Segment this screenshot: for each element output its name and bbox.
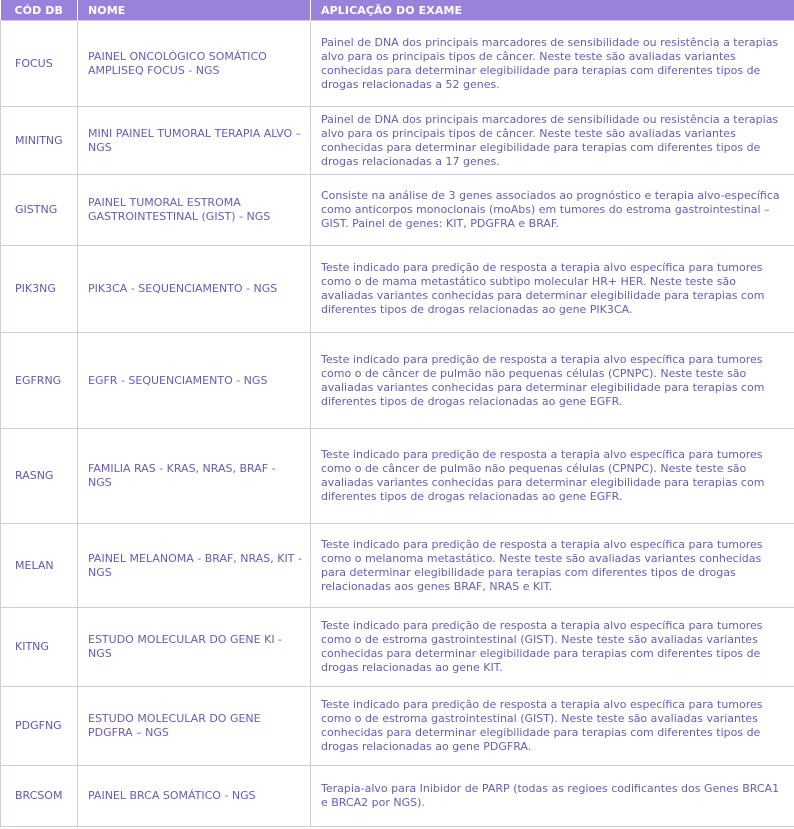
cell-name: PAINEL ONCOLÓGICO SOMÁTICO AMPLISEQ FOCUS - NGS — [78, 21, 311, 107]
table-row — [1, 21, 794, 107]
cell-description: Teste indicado para predição de resposta a terapia alvo específica para tumores como o de estroma gastrointestinal (GIST). Neste teste são avaliadas variantes conhecidas para determinar elegibilidade para terapias com diferentes tipos de drogas relacionadas ao gene KIT. — [311, 608, 794, 687]
cell-name: EGFR - SEQUENCIAMENTO - NGS — [78, 333, 311, 429]
header-aplicacao: APLICAÇÃO DO EXAME — [311, 0, 794, 21]
table-row — [1, 175, 794, 246]
cell-name: FAMILIA RAS - KRAS, NRAS, BRAF - NGS — [78, 429, 311, 524]
cell-description: Consiste na análise de 3 genes associados ao prognóstico e terapia alvo-específica como anticorpos monoclonais (moAbs) em tumores do estroma gastrointestinal – GIST. Painel de genes: KIT, PDGFRA e BRAF. — [311, 175, 794, 246]
cell-description: Teste indicado para predição de resposta a terapia alvo específica para tumores como o de câncer de pulmão não pequenas células (CPNPC). Neste teste são avaliadas variantes conhecidas para determinar elegibilidade para terapias com diferentes tipos de drogas relacionadas ao gene EGFR. — [311, 333, 794, 429]
cell-code: FOCUS — [1, 21, 78, 107]
cell-code: BRCSOM — [1, 766, 78, 827]
header-nome: NOME — [78, 0, 311, 21]
cell-name: PAINEL TUMORAL ESTROMA GASTROINTESTINAL (GIST) - NGS — [78, 175, 311, 246]
cell-code: PIK3NG — [1, 246, 78, 333]
table-body — [1, 21, 794, 827]
cell-description: Teste indicado para predição de resposta a terapia alvo específica para tumores como o de estroma gastrointestinal (GIST). Neste teste são avaliadas variantes conhecidas para determinar elegibilidade para terapias com diferentes tipos de drogas relacionadas ao gene PDGFRA. — [311, 687, 794, 766]
table-row — [1, 333, 794, 429]
cell-code: MELAN — [1, 524, 78, 608]
cell-code: EGFRNG — [1, 333, 78, 429]
cell-description: Teste indicado para predição de resposta a terapia alvo específica para tumores como o melanoma metastático. Neste teste são avaliadas variantes conhecidas para determinar elegibilidade para terapias com diferentes tipos de drogas relacionadas aos genes BRAF, NRAS e KIT. — [311, 524, 794, 608]
table-row — [1, 246, 794, 333]
cell-name: MINI PAINEL TUMORAL TERAPIA ALVO – NGS — [78, 107, 311, 175]
cell-code: RASNG — [1, 429, 78, 524]
cell-description: Terapia-alvo para Inibidor de PARP (todas as regioes codificantes dos Genes BRCA1 e BRCA2 por NGS). — [311, 766, 794, 827]
table-row — [1, 687, 794, 766]
header-cod-db: CÓD DB — [1, 0, 78, 21]
table-row — [1, 429, 794, 524]
cell-code: GISTNG — [1, 175, 78, 246]
cell-name: PAINEL BRCA SOMÁTICO - NGS — [78, 766, 311, 827]
cell-description: Teste indicado para predição de resposta a terapia alvo específica para tumores como o de mama metastático subtipo molecular HR+ HER. Neste teste são avaliadas variantes conhecidas para determinar elegibilidade para terapias com diferentes tipos de drogas relacionadas ao gene PIK3CA. — [311, 246, 794, 333]
cell-description: Teste indicado para predição de resposta a terapia alvo específica para tumores como o de câncer de pulmão não pequenas células (CPNPC). Neste teste são avaliadas variantes conhecidas para determinar elegibilidade para terapias com diferentes tipos de drogas relacionadas ao gene EGFR. — [311, 429, 794, 524]
table-row — [1, 107, 794, 175]
cell-code: KITNG — [1, 608, 78, 687]
cell-name: ESTUDO MOLECULAR DO GENE PDGFRA – NGS — [78, 687, 311, 766]
cell-description: Painel de DNA dos principais marcadores de sensibilidade ou resistência a terapias alvo para os principais tipos de câncer. Neste teste são avaliadas variantes conhecidas para determinar elegibilidade para terapias com diferentes tipos de drogas relacionadas a 52 genes. — [311, 21, 794, 107]
header-row — [1, 0, 794, 21]
table-header — [1, 0, 794, 21]
cell-name: PIK3CA - SEQUENCIAMENTO - NGS — [78, 246, 311, 333]
cell-name: ESTUDO MOLECULAR DO GENE KI - NGS — [78, 608, 311, 687]
cell-name: PAINEL MELANOMA - BRAF, NRAS, KIT - NGS — [78, 524, 311, 608]
table-row — [1, 766, 794, 827]
cell-description: Painel de DNA dos principais marcadores de sensibilidade ou resistência a terapias alvo para os principais tipos de câncer. Neste teste são avaliadas variantes conhecidas para determinar elegibilidade para terapias com diferentes tipos de drogas relacionadas a 17 genes. — [311, 107, 794, 175]
cell-code: PDGFNG — [1, 687, 78, 766]
cell-code: MINITNG — [1, 107, 78, 175]
table-row — [1, 524, 794, 608]
table-row — [1, 608, 794, 687]
